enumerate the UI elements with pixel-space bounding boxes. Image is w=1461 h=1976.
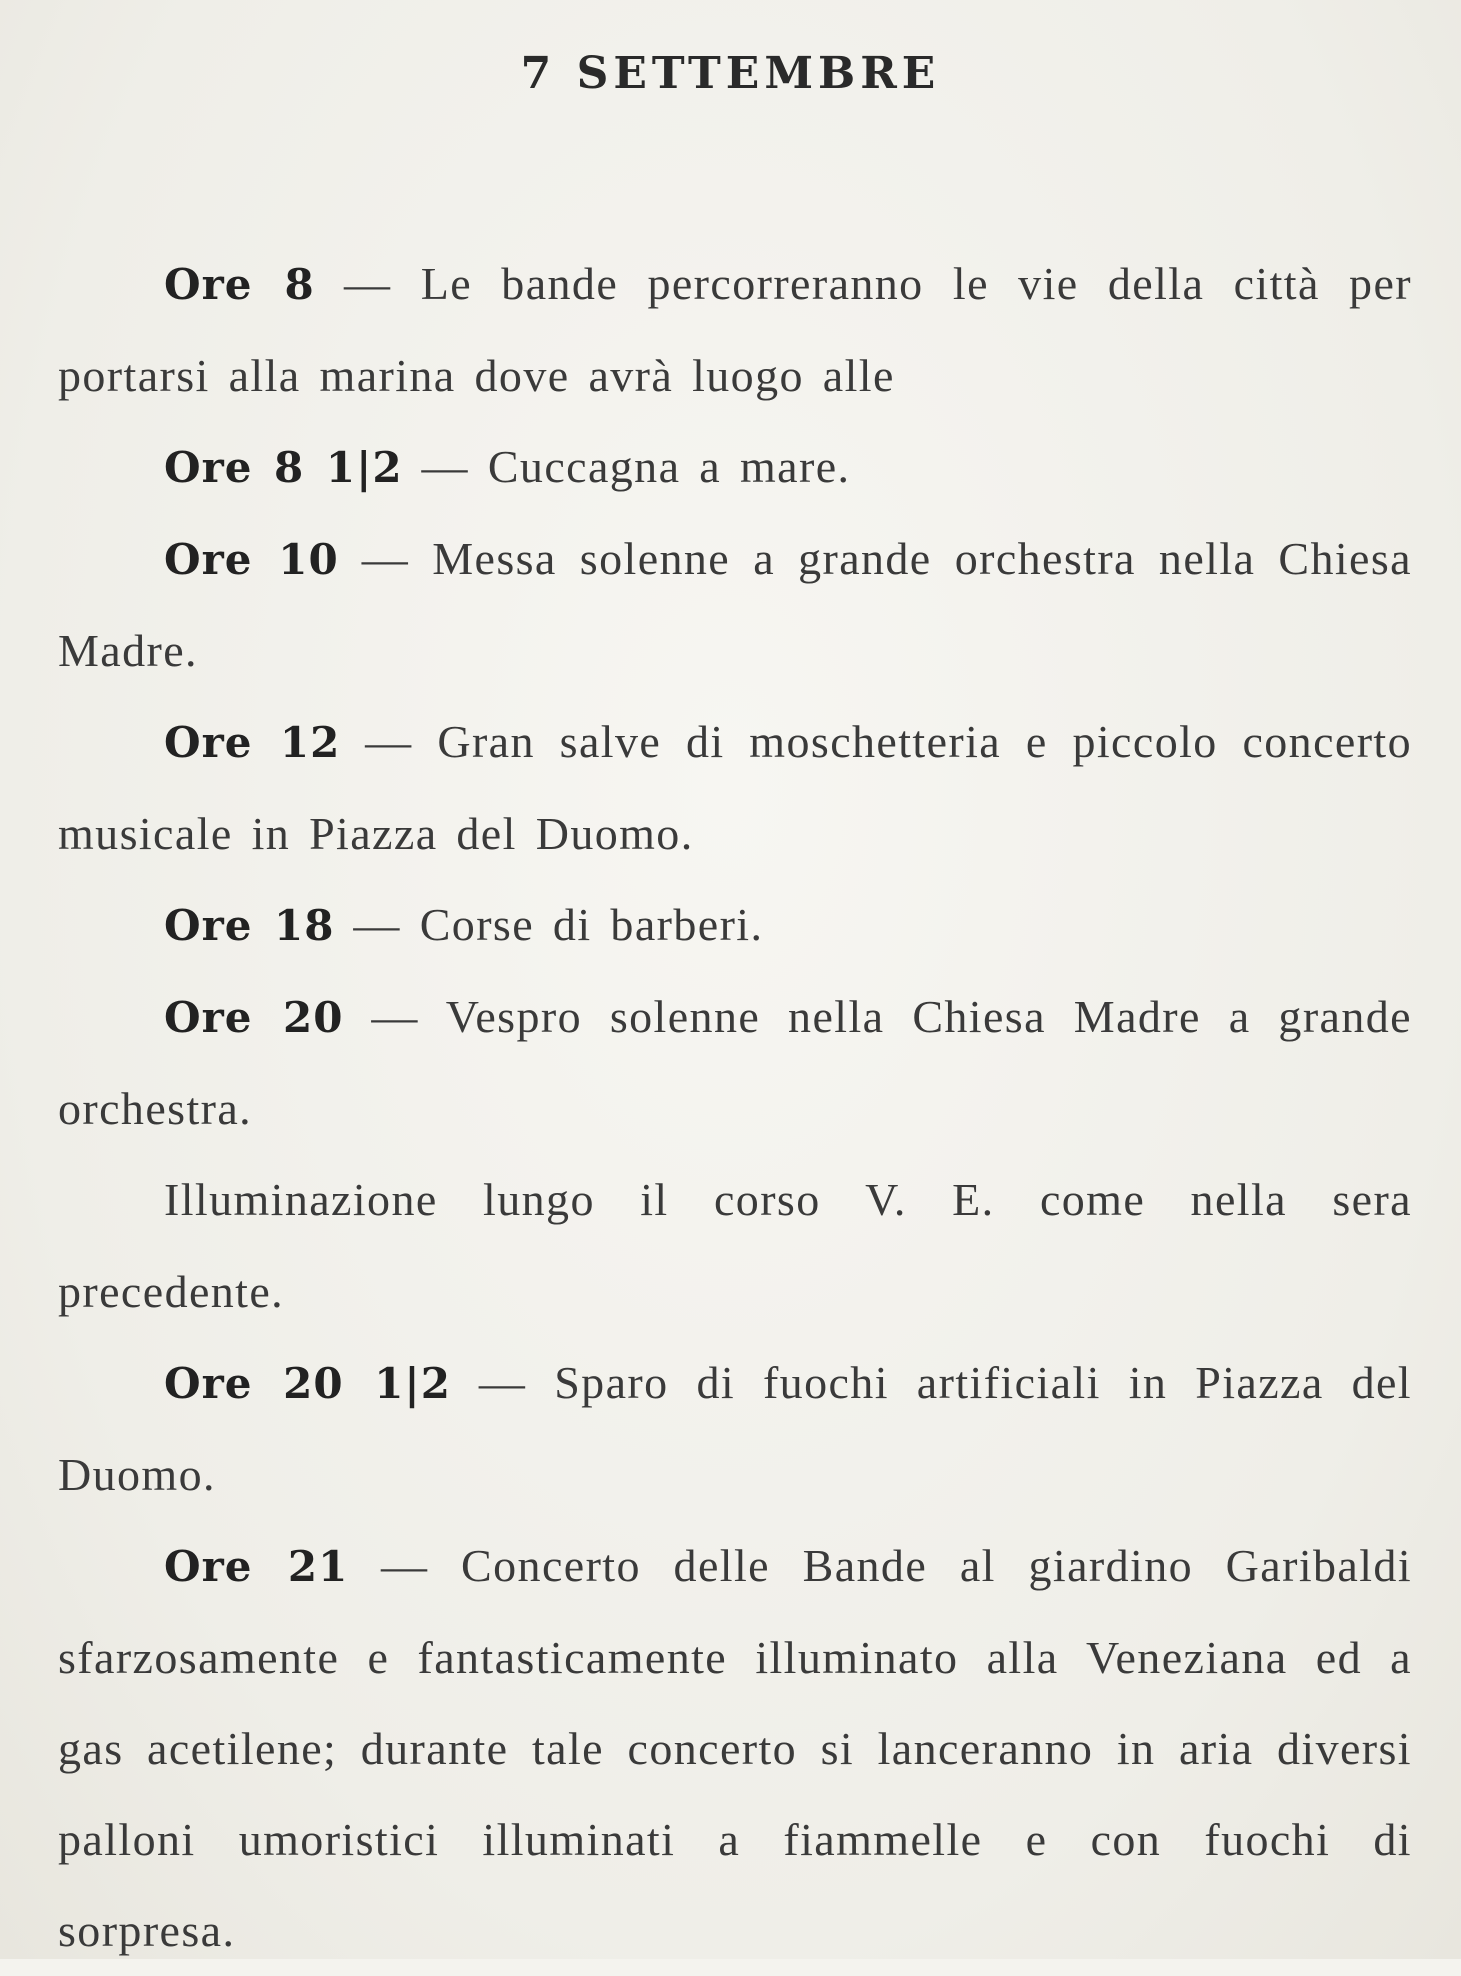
entry-text: — Corse di barberi. bbox=[334, 899, 764, 950]
program-entry bbox=[58, 1520, 1412, 1976]
program-entry bbox=[58, 1154, 1412, 1337]
program-entry bbox=[58, 238, 1412, 421]
entry-text: — Gran salve di moschetteria e piccolo concerto musicale in Piazza del Duomo. bbox=[58, 716, 1412, 859]
entry-text: — Le bande percorreranno le vie della città per portarsi alla marina dove avrà luogo alle bbox=[58, 258, 1412, 401]
program-entry bbox=[58, 513, 1412, 696]
entry-text: — Cuccagna a mare. bbox=[402, 441, 851, 492]
entry-hour: Ore 12 bbox=[164, 718, 341, 767]
entry-hour: Ore 8 1|2 bbox=[164, 443, 403, 492]
program-entry bbox=[58, 421, 1412, 513]
entry-hour: Ore 20 bbox=[164, 993, 344, 1042]
entry-text: — Sparo di fuochi artificiali in Piazza del Duomo. bbox=[58, 1357, 1412, 1500]
page-title: 7 SETTEMBRE bbox=[520, 48, 941, 99]
entry-hour: Ore 10 bbox=[164, 535, 339, 584]
program-entry bbox=[58, 879, 1412, 971]
program-entry bbox=[58, 1337, 1412, 1520]
entry-text: — Vespro solenne nella Chiesa Madre a grande orchestra. bbox=[58, 991, 1412, 1134]
program-entry bbox=[58, 696, 1412, 879]
entry-hour: Ore 20 1|2 bbox=[164, 1359, 451, 1408]
program-entry bbox=[58, 971, 1412, 1154]
entry-hour: Ore 18 bbox=[164, 901, 335, 950]
entry-text: — Concerto delle Bande al giardino Garibaldi sfarzosamente e fantasticamente illuminato alla Veneziana ed a gas acetilene; durante tale concerto si lanceranno in aria diversi palloni umoristici illuminati a fiammelle e con fuochi di sorpresa. bbox=[58, 1540, 1412, 1956]
entry-text: Illuminazione lungo il corso V. E. come nella sera precedente. bbox=[58, 1174, 1412, 1317]
entry-hour: Ore 21 bbox=[164, 1542, 349, 1591]
entry-text: — Messa solenne a grande orchestra nella Chiesa Madre. bbox=[58, 533, 1412, 676]
program-text bbox=[58, 238, 1412, 1976]
entry-hour: Ore 8 bbox=[164, 260, 315, 309]
